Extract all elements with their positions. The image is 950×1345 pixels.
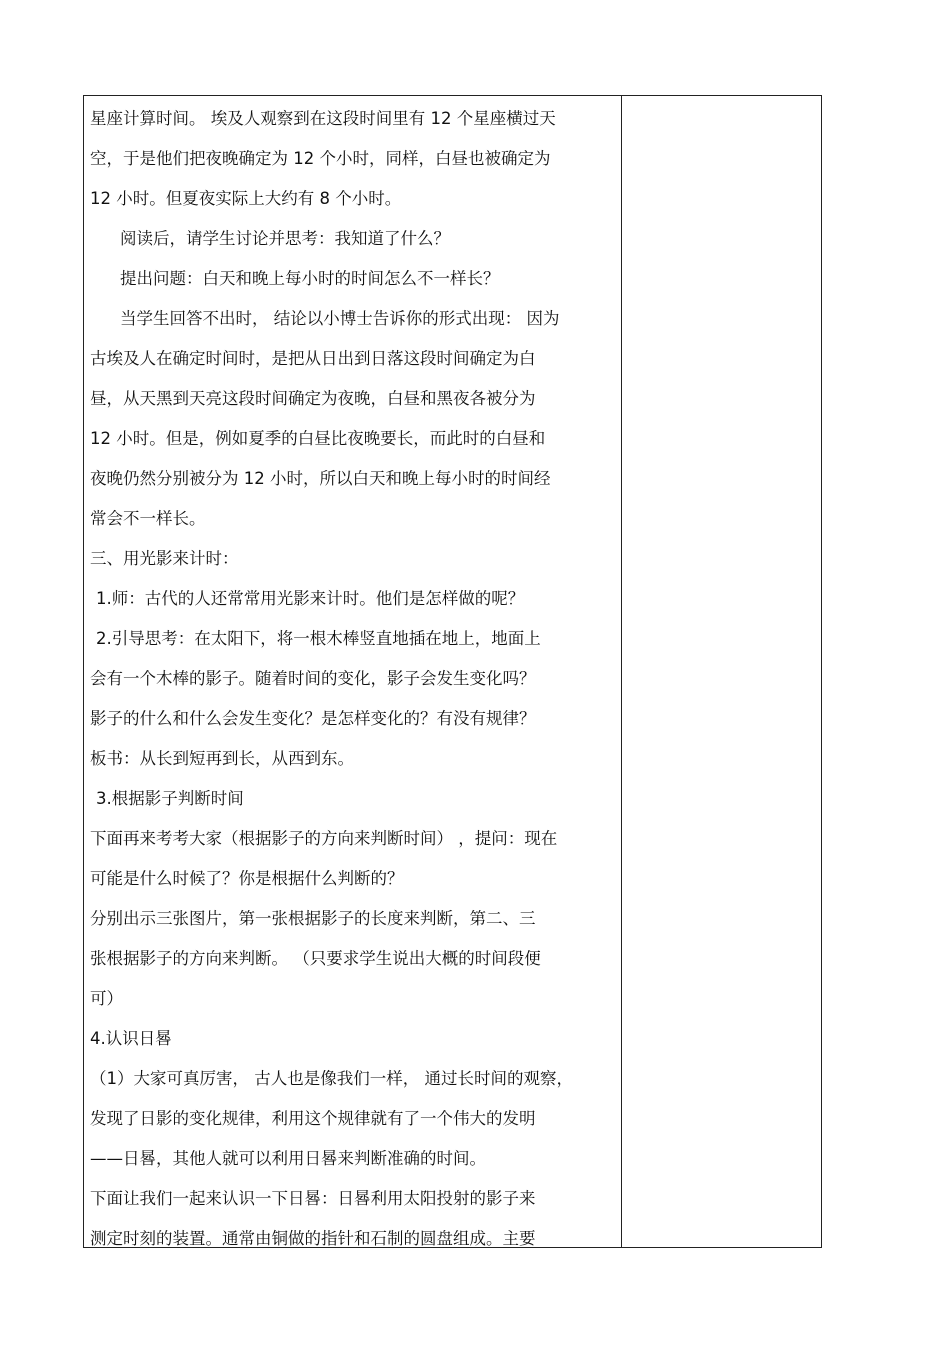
text-line: 12 小时。但是，例如夏季的白昼比夜晚要长，而此时的白昼和	[90, 429, 546, 448]
text-line: 1.师：古代的人还常常用光影来计时。他们是怎样做的呢？	[96, 589, 525, 608]
text-line: 常会不一样长。	[90, 509, 206, 528]
text-line: 3.根据影子判断时间	[96, 789, 244, 808]
text-line: ——日晷，其他人就可以利用日晷来判断准确的时间。	[90, 1149, 486, 1168]
text-line: （1）大家可真厉害， 古人也是像我们一样， 通过长时间的观察，	[90, 1069, 573, 1088]
text-line: 昼，从天黑到天亮这段时间确定为夜晚，白昼和黑夜各被分为	[90, 389, 536, 408]
text-line: 12 小时。但夏夜实际上大约有 8 个小时。	[90, 189, 402, 208]
text-line: 古埃及人在确定时间时，是把从日出到日落这段时间确定为白	[90, 349, 536, 368]
text-line: 夜晚仍然分别被分为 12 小时，所以白天和晚上每小时的时间经	[90, 469, 551, 488]
text-line: 可能是什么时候了？你是根据什么判断的？	[90, 869, 404, 888]
text-line: 当学生回答不出时， 结论以小博士告诉你的形式出现： 因为	[120, 309, 560, 328]
text-line: 可）	[90, 989, 123, 1008]
text-line: 下面再来考考大家（根据影子的方向来判断时间） ，提问：现在	[90, 829, 558, 848]
text-line: 4.认识日晷	[90, 1029, 172, 1048]
text-line: 下面让我们一起来认识一下日晷：日晷利用太阳投射的影子来	[90, 1189, 536, 1208]
text-line: 板书：从长到短再到长，从西到东。	[90, 749, 354, 768]
section-heading: 三、用光影来计时：	[90, 549, 239, 568]
text-line: 张根据影子的方向来判断。 （只要求学生说出大概的时间段便	[90, 949, 541, 968]
text-line: 影子的什么和什么会发生变化？是怎样变化的？有没有规律？	[90, 709, 536, 728]
text-line: 会有一个木棒的影子。随着时间的变化，影子会发生变化吗？	[90, 669, 536, 688]
text-line: 阅读后，请学生讨论并思考：我知道了什么？	[120, 229, 450, 248]
text-line: 空，于是他们把夜晚确定为 12 个小时，同样，白昼也被确定为	[90, 149, 551, 168]
text-line: 2.引导思考：在太阳下，将一根木棒竖直地插在地上，地面上	[96, 629, 541, 648]
column-divider	[621, 95, 622, 1248]
text-line: 分别出示三张图片，第一张根据影子的长度来判断，第二、三	[90, 909, 536, 928]
text-line: 提出问题：白天和晚上每小时的时间怎么不一样长？	[120, 269, 500, 288]
text-line: 星座计算时间。 埃及人观察到在这段时间里有 12 个星座横过天	[90, 109, 556, 128]
text-line: 发现了日影的变化规律，利用这个规律就有了一个伟大的发明	[90, 1109, 536, 1128]
text-line: 测定时刻的装置。通常由铜做的指针和石制的圆盘组成。主要	[90, 1229, 536, 1248]
